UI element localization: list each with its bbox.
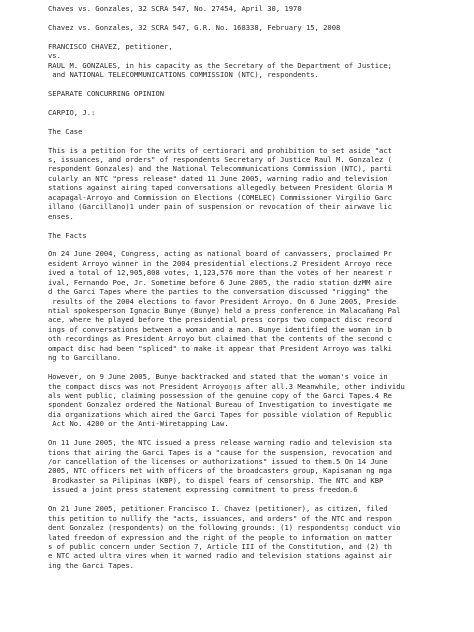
text-line: ings of conversations between a woman and a man. Bunye identified the woman in b bbox=[48, 324, 392, 334]
paragraph-gap bbox=[48, 32, 470, 41]
paragraph-gap bbox=[48, 117, 470, 126]
text-line: illano (Garcillano)1 under pain of suspension or revocation of their airwave lic bbox=[48, 202, 392, 212]
text-line: results of the 2004 elections to favor President Arroyo. On 6 June 2005, Preside bbox=[48, 296, 397, 306]
text-line: vs. bbox=[48, 51, 61, 61]
text-line: dia organizations which aired the Garci Tapes for possible violation of Republic bbox=[48, 409, 392, 419]
text-line: oth recordings as President Arroyo but claimed that the contents of the second c bbox=[48, 334, 392, 344]
text-line: acapagal-Arroyo and Commission on Elections (COMELEC) Commissioner Virgilio Garc bbox=[48, 192, 392, 202]
text-line: ompact disc had been "spliced" to make it appear that President Arroyo was talki bbox=[48, 343, 392, 353]
paragraph bbox=[48, 438, 470, 495]
text-line: this petition to nullify the "acts, issuances, and orders" of the NTC and respon bbox=[48, 513, 392, 523]
document-page bbox=[48, 4, 470, 570]
paragraph bbox=[48, 4, 470, 13]
text-line: The Facts bbox=[48, 230, 87, 240]
text-line: stations against airing taped conversations allegedly between President Gloria M bbox=[48, 183, 392, 193]
paragraph-gap bbox=[48, 98, 470, 107]
paragraph bbox=[48, 127, 470, 136]
text-line: Brodkaster sa Pilipinas (KBP), to dispel fears of censorship. The NTC and KBP bbox=[48, 475, 384, 485]
text-line: On 24 June 2004, Congress, acting as national board of canvassers, proclaimed Pr bbox=[48, 249, 392, 259]
text-line: FRANCISCO CHAVEZ, petitioner, bbox=[48, 41, 173, 51]
text-line: Chaves vs. Gonzales, 32 SCRA 547, No. 27454, April 30, 1970 bbox=[48, 4, 302, 13]
text-line: als went public, claiming possession of the genuine copy of the Garci Tapes.4 Re bbox=[48, 390, 392, 400]
text-line: 2005, NTC officers met with officers of the broadcasters group, Kapisanan ng mga bbox=[48, 466, 392, 476]
text-line: issued a joint press statement expressing commitment to press freedom.6 bbox=[48, 485, 358, 495]
text-line: SEPARATE CONCURRING OPINION bbox=[48, 88, 165, 98]
paragraph bbox=[48, 108, 470, 117]
paragraph bbox=[48, 23, 470, 32]
text-line: Chavez vs. Gonzales, 32 SCRA 547, G.R. No. 168338, February 15, 2008 bbox=[48, 22, 341, 32]
text-line: and NATIONAL TELECOMMUNICATIONS COMMISSION (NTC), respondents. bbox=[48, 70, 319, 80]
text-line: d the Garci Tapes where the parties to the conversation discussed "rigging" the bbox=[48, 287, 388, 297]
text-line: ace, where he played before the presidential press corps two compact disc record bbox=[48, 315, 392, 325]
paragraph bbox=[48, 89, 470, 98]
text-line: lated freedom of expression and the right of the people to information on matter bbox=[48, 532, 392, 542]
text-line: ival, Fernando Poe, Jr. Sometime before 6 June 2005, the radio station dzMM aire bbox=[48, 277, 392, 287]
paragraph bbox=[48, 42, 470, 80]
text-line: spondent Gonzalez ordered the National Bureau of Investigation to investigate me bbox=[48, 400, 392, 410]
paragraph bbox=[48, 372, 470, 429]
text-line: /or cancellation of the licenses or authorizations" issued to them.5 On 14 June bbox=[48, 457, 388, 466]
text-line: On 11 June 2005, the NTC issued a press release warning radio and television sta bbox=[48, 438, 392, 448]
paragraph-gap bbox=[48, 429, 470, 438]
paragraph-gap bbox=[48, 363, 470, 372]
text-line: ing the Garci Tapes. bbox=[48, 560, 134, 570]
text-line: dent Gonzalez (respondents) on the following grounds: (1) respondents▯ conduct vio bbox=[48, 523, 401, 533]
paragraph-gap bbox=[48, 221, 470, 230]
text-line: esident Arroyo winner in the 2004 presidential elections.2 President Arroyo rece bbox=[48, 258, 392, 268]
text-line: The Case bbox=[48, 126, 83, 136]
text-line: tions that airing the Garci Tapes is a "cause for the suspension, revocation and bbox=[48, 447, 392, 457]
text-line: e NTC acted ultra vires when it warned radio and television stations against air bbox=[48, 551, 392, 561]
paragraph bbox=[48, 146, 470, 222]
text-line: On 21 June 2005, petitioner Francisco I. Chavez (petitioner), as citizen, filed bbox=[48, 504, 388, 514]
text-line: ived a total of 12,905,808 votes, 1,123,576 more than the votes of her nearest r bbox=[48, 268, 392, 278]
text-line: However, on 9 June 2005, Bunye backtracked and stated that the woman's voice in bbox=[48, 372, 388, 382]
text-line: This is a petition for the writs of certiorari and prohibition to set aside "act bbox=[48, 145, 392, 155]
paragraph bbox=[48, 231, 470, 240]
text-line: CARPIO, J.: bbox=[48, 107, 96, 117]
paragraph-gap bbox=[48, 13, 470, 22]
paragraph bbox=[48, 504, 470, 570]
paragraph-gap bbox=[48, 136, 470, 145]
paragraph-gap bbox=[48, 80, 470, 89]
text-line: RAUL M. GONZALES, in his capacity as the Secretary of the Department of Justice; bbox=[48, 60, 392, 70]
text-line: enses. bbox=[48, 211, 74, 221]
paragraph bbox=[48, 249, 470, 362]
text-line: s, issuances, and orders" of respondents Secretary of Justice Raul M. Gonzalez ( bbox=[48, 155, 392, 164]
text-line: the compact discs was not President Arroyo▯▯s after all.3 Meanwhile, other individu bbox=[48, 381, 405, 391]
text-line: respondent Gonzales) and the National Telecommunications Commission (NTC), parti bbox=[48, 164, 392, 174]
text-line: ntial spokesperson Ignacio Bunye (Bunye) held a press conference in Malacañang Pal bbox=[48, 306, 401, 315]
text-line: Act No. 4200 or the Anti-Wiretapping Law. bbox=[48, 419, 229, 429]
paragraph-gap bbox=[48, 240, 470, 249]
text-line: ng to Garcillano. bbox=[48, 353, 122, 363]
text-line: s of public concern under Section 7, Article III of the Constitution, and (2) th bbox=[48, 541, 392, 551]
text-line: cularly an NTC "press release" dated 11 June 2005, warning radio and television bbox=[48, 173, 388, 183]
paragraph-gap bbox=[48, 495, 470, 504]
